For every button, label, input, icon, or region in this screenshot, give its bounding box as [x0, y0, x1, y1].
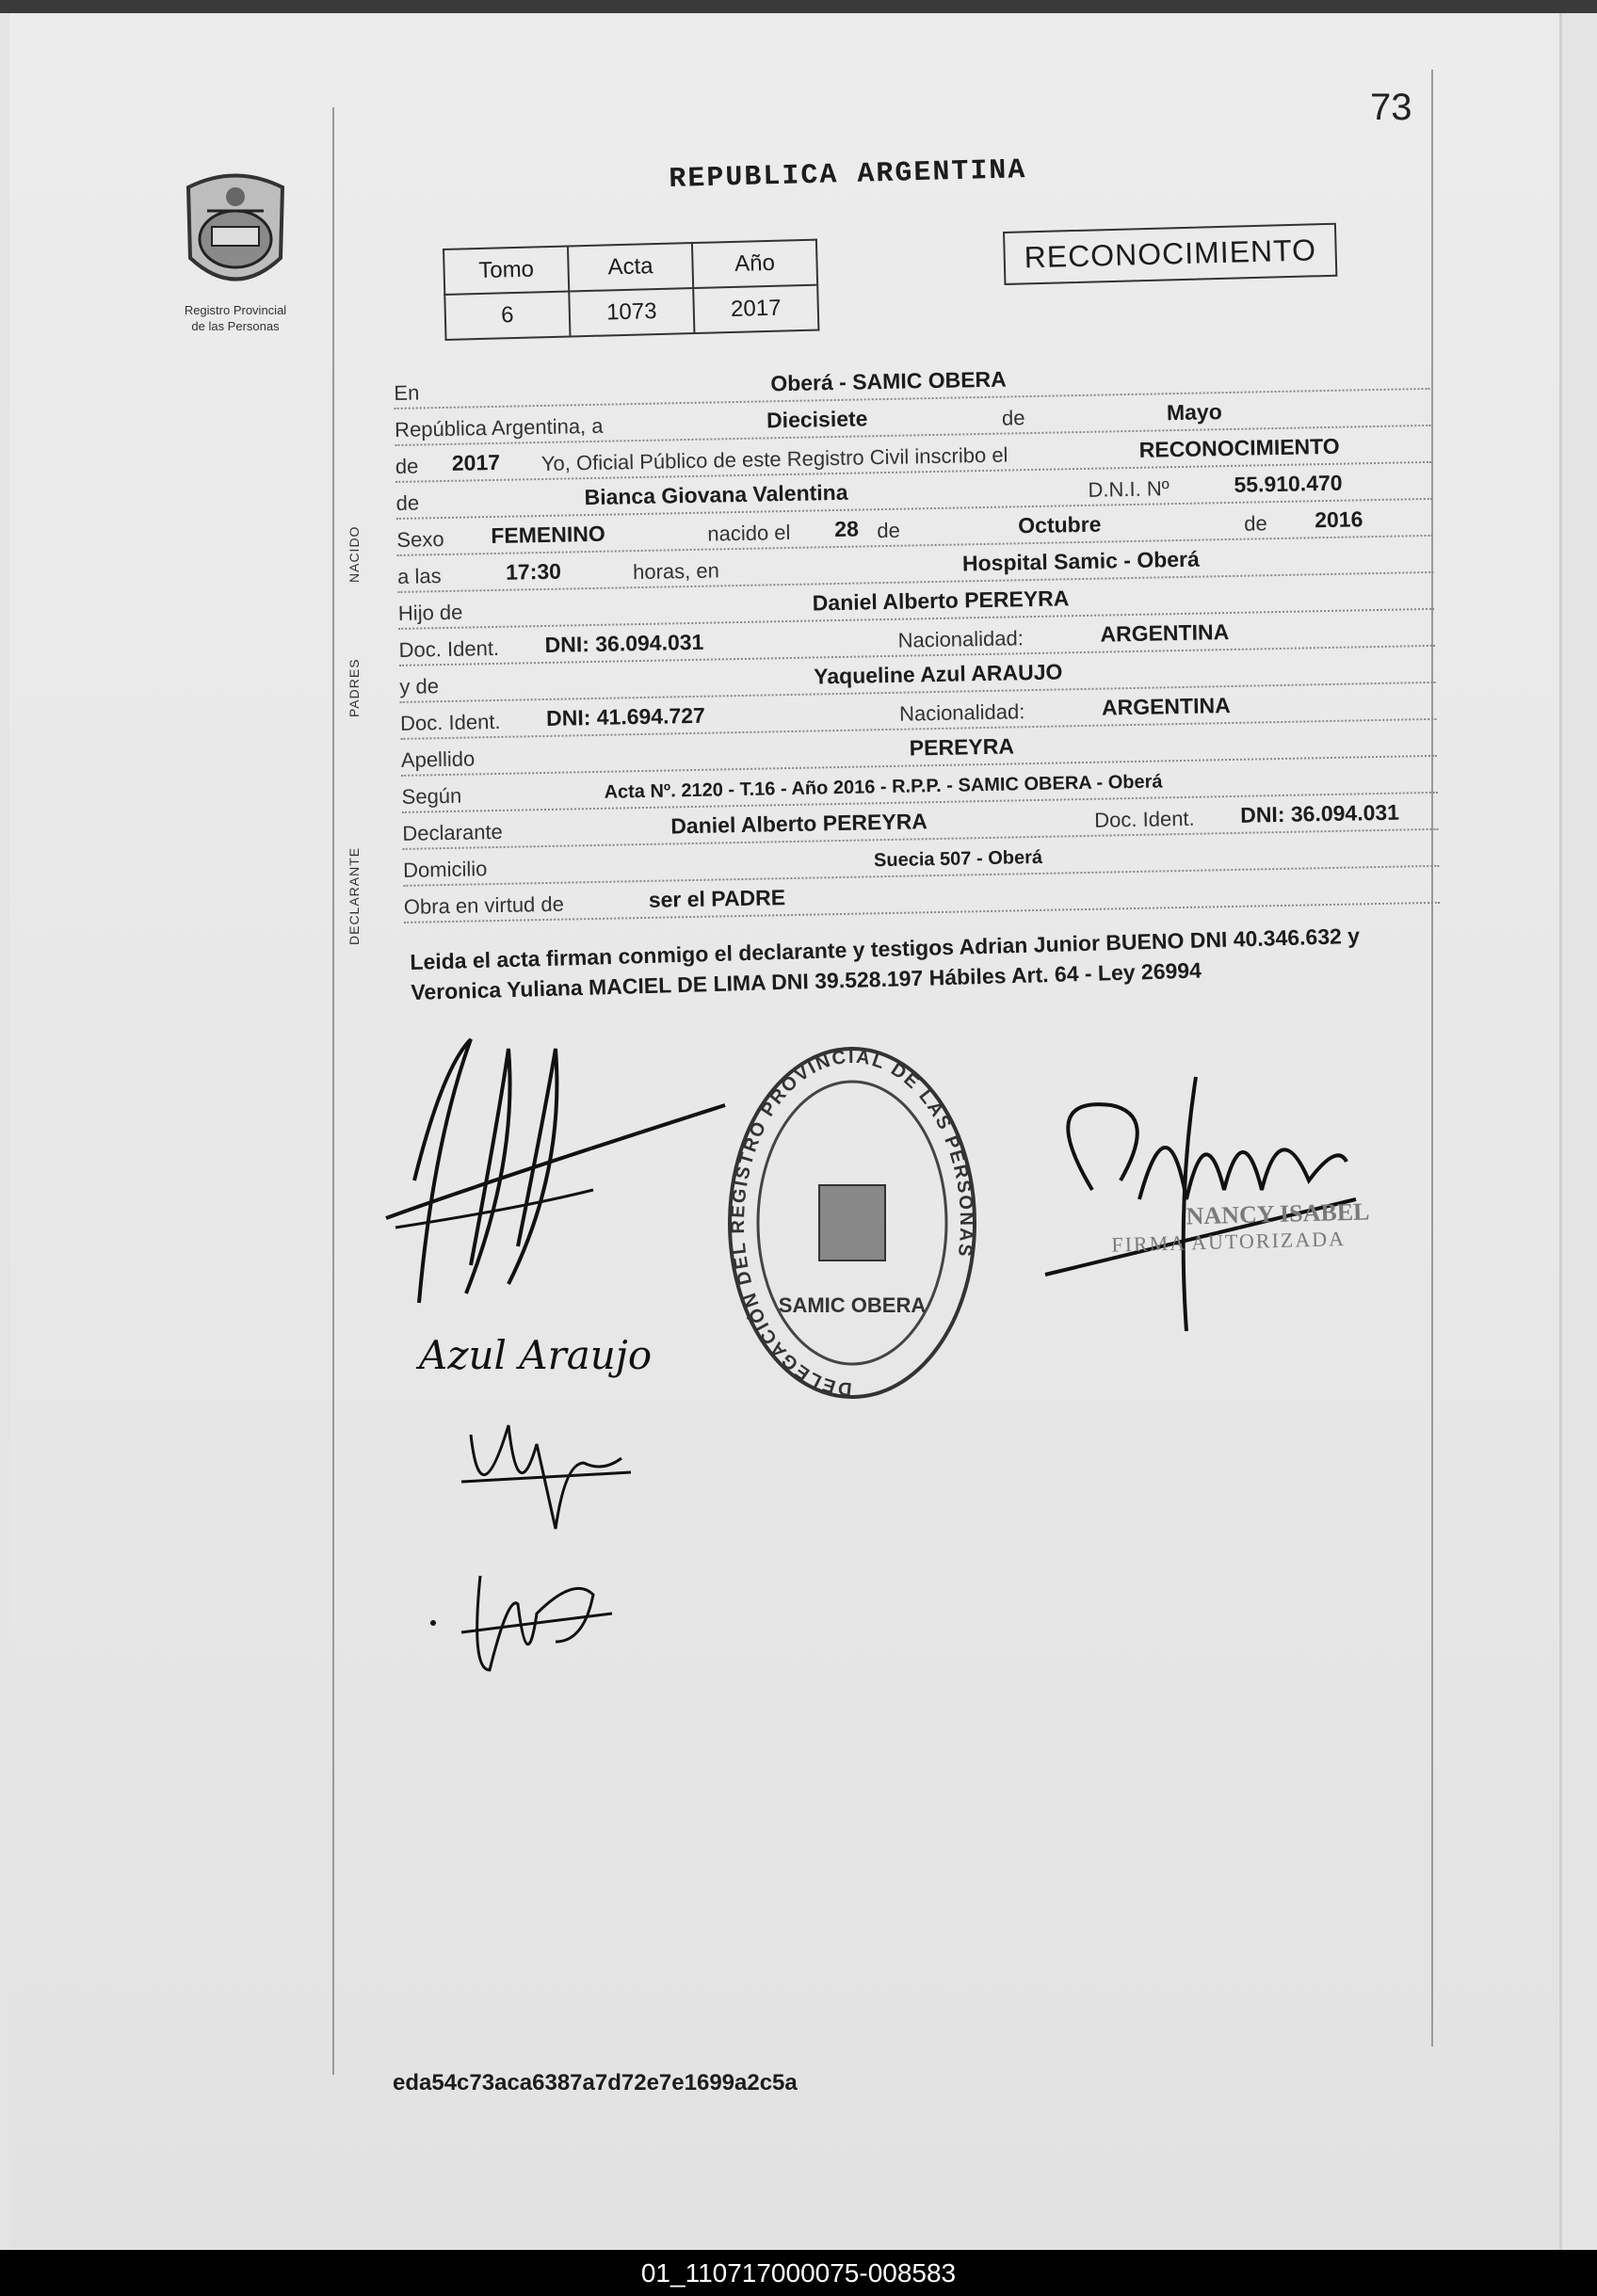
- surname-value: PEREYRA: [909, 733, 1015, 761]
- nacido-label: nacido el: [707, 520, 791, 546]
- hijo-label: Hijo de: [397, 600, 463, 625]
- de5-label: de: [1244, 511, 1267, 536]
- stamp-emblem-icon: [819, 1185, 885, 1260]
- act-value: RECONOCIMIENTO: [1138, 433, 1340, 462]
- segun-label: Según: [401, 783, 462, 809]
- stamp-ring-text: DELEGACIÓN DEL REGISTRO PROVINCIAL DE LAS PERSONAS: [727, 1046, 977, 1400]
- nacionalidad-label: Nacionalidad:: [897, 626, 1024, 652]
- father-name-value: Daniel Alberto PEREYRA: [812, 586, 1070, 616]
- left-margin-line: [332, 107, 334, 2075]
- side-label-nacido: NACIDO: [347, 525, 362, 583]
- address-value: Suecia 507 - Oberá: [873, 846, 1043, 872]
- official-seal-stamp: [716, 1035, 989, 1411]
- nacionalidad2-label: Nacionalidad:: [898, 699, 1025, 726]
- father-nationality-value: ARGENTINA: [1100, 619, 1230, 647]
- birth-day-value: 28: [834, 516, 860, 542]
- handwritten-name-text: Azul Araujo: [419, 1332, 653, 1378]
- record-form: [394, 353, 1440, 923]
- anio-value: 2017: [693, 285, 818, 333]
- witness2-signature-icon: [424, 1557, 631, 1689]
- closing-text: Leida el acta firman conmigo el declarante y testigos Adrian Junior BUENO DNI 40.346.632 y Veronica Yuliana MACIEL DE LIMA DNI 39.528.197 Hábiles Art. 64 - Ley 26994: [410, 923, 1361, 1004]
- declarante-label: Declarante: [402, 819, 504, 845]
- en-label: En: [394, 380, 420, 405]
- obra-label: Obra en virtud de: [403, 891, 565, 919]
- tomo-value: 6: [444, 292, 570, 340]
- acta-header: Acta: [568, 243, 693, 291]
- side-label-padres: PADRES: [347, 658, 362, 717]
- registry-logo: [160, 169, 311, 357]
- tomo-header: Tomo: [444, 247, 569, 295]
- logo-caption-line1: Registro Provincial: [184, 303, 287, 317]
- day-value: Diecisiete: [766, 406, 868, 433]
- certificate-page: [9, 13, 1562, 2250]
- oficial-text: Yo, Oficial Público de este Registro Civil inscribo el: [540, 442, 1008, 476]
- birth-time-value: 17:30: [505, 558, 562, 585]
- republica-label: República Argentina, a: [394, 413, 604, 442]
- declarant-name-value: Daniel Alberto PEREYRA: [670, 809, 928, 839]
- country-title: REPUBLICA ARGENTINA: [669, 154, 1027, 196]
- anio-header: Año: [692, 240, 817, 288]
- sex-value: FEMENINO: [491, 521, 605, 549]
- apellido-label: Apellido: [400, 747, 476, 772]
- dni-label: D.N.I. Nº: [1088, 476, 1170, 502]
- handwritten-name-signature: [414, 1317, 678, 1392]
- child-name-value: Bianca Giovana Valentina: [584, 479, 848, 510]
- de4-label: de: [877, 518, 901, 543]
- year-value: 2017: [451, 449, 501, 475]
- yde-label: y de: [399, 674, 440, 698]
- official-stamp-name: NANCY ISABEL: [1186, 1197, 1370, 1230]
- acta-value: 1073: [569, 288, 694, 336]
- horas-label: horas, en: [632, 558, 720, 585]
- place-value: Oberá - SAMIC OBERA: [770, 366, 1007, 396]
- doc-label: Doc. Ident.: [398, 635, 500, 662]
- coat-of-arms-icon: [169, 169, 301, 300]
- sexo-label: Sexo: [396, 527, 444, 552]
- act-type-box: RECONOCIMIENTO: [1003, 223, 1338, 285]
- mother-name-value: Yaqueline Azul ARAUJO: [814, 659, 1063, 689]
- logo-caption-line2: de las Personas: [191, 319, 280, 333]
- month-value: Mayo: [1166, 399, 1222, 425]
- page-number: 73: [1370, 87, 1412, 128]
- birth-place-value: Hospital Samic - Oberá: [961, 546, 1201, 576]
- birth-month-value: Octubre: [1017, 511, 1102, 538]
- stamp-inner-text: SAMIC OBERA: [778, 1293, 927, 1317]
- domicilio-label: Domicilio: [402, 857, 488, 882]
- doc3-label: Doc. Ident.: [1094, 806, 1195, 832]
- side-label-declarante: DECLARANTE: [347, 846, 362, 945]
- child-dni-value: 55.910.470: [1234, 470, 1343, 497]
- capacity-value: ser el PADRE: [648, 885, 786, 912]
- official-stamp-role: FIRMA AUTORIZADA: [1111, 1227, 1347, 1257]
- birth-year-value: 2016: [1314, 506, 1363, 533]
- footer-bar: [0, 2250, 1597, 2296]
- witness1-signature-icon: [452, 1406, 640, 1548]
- right-margin-line: [1431, 70, 1433, 2047]
- document-hash: eda54c73aca6387a7d72e7e1699a2c5a: [393, 2070, 798, 2095]
- de-label: de: [1001, 406, 1025, 430]
- mother-doc-value: DNI: 41.694.727: [545, 702, 706, 731]
- de3-label: de: [395, 490, 420, 515]
- alas-label: a las: [396, 564, 442, 588]
- declarant-doc-value: DNI: 36.094.031: [1239, 799, 1400, 827]
- footer-id: 01_110717000075-008583: [640, 2258, 957, 2288]
- de2-label: de: [395, 454, 419, 478]
- registry-logo-caption: [160, 302, 311, 334]
- father-doc-value: DNI: 36.094.031: [544, 629, 704, 657]
- segun-value: Acta Nº. 2120 - T.16 - Año 2016 - R.P.P. - SAMIC OBERA - Oberá: [604, 771, 1163, 803]
- mother-nationality-value: ARGENTINA: [1101, 693, 1231, 720]
- reference-table: [443, 239, 819, 341]
- doc2-label: Doc. Ident.: [399, 709, 501, 735]
- declarant-signature-icon: [377, 1030, 734, 1312]
- official-name-stamp: [1110, 1197, 1370, 1257]
